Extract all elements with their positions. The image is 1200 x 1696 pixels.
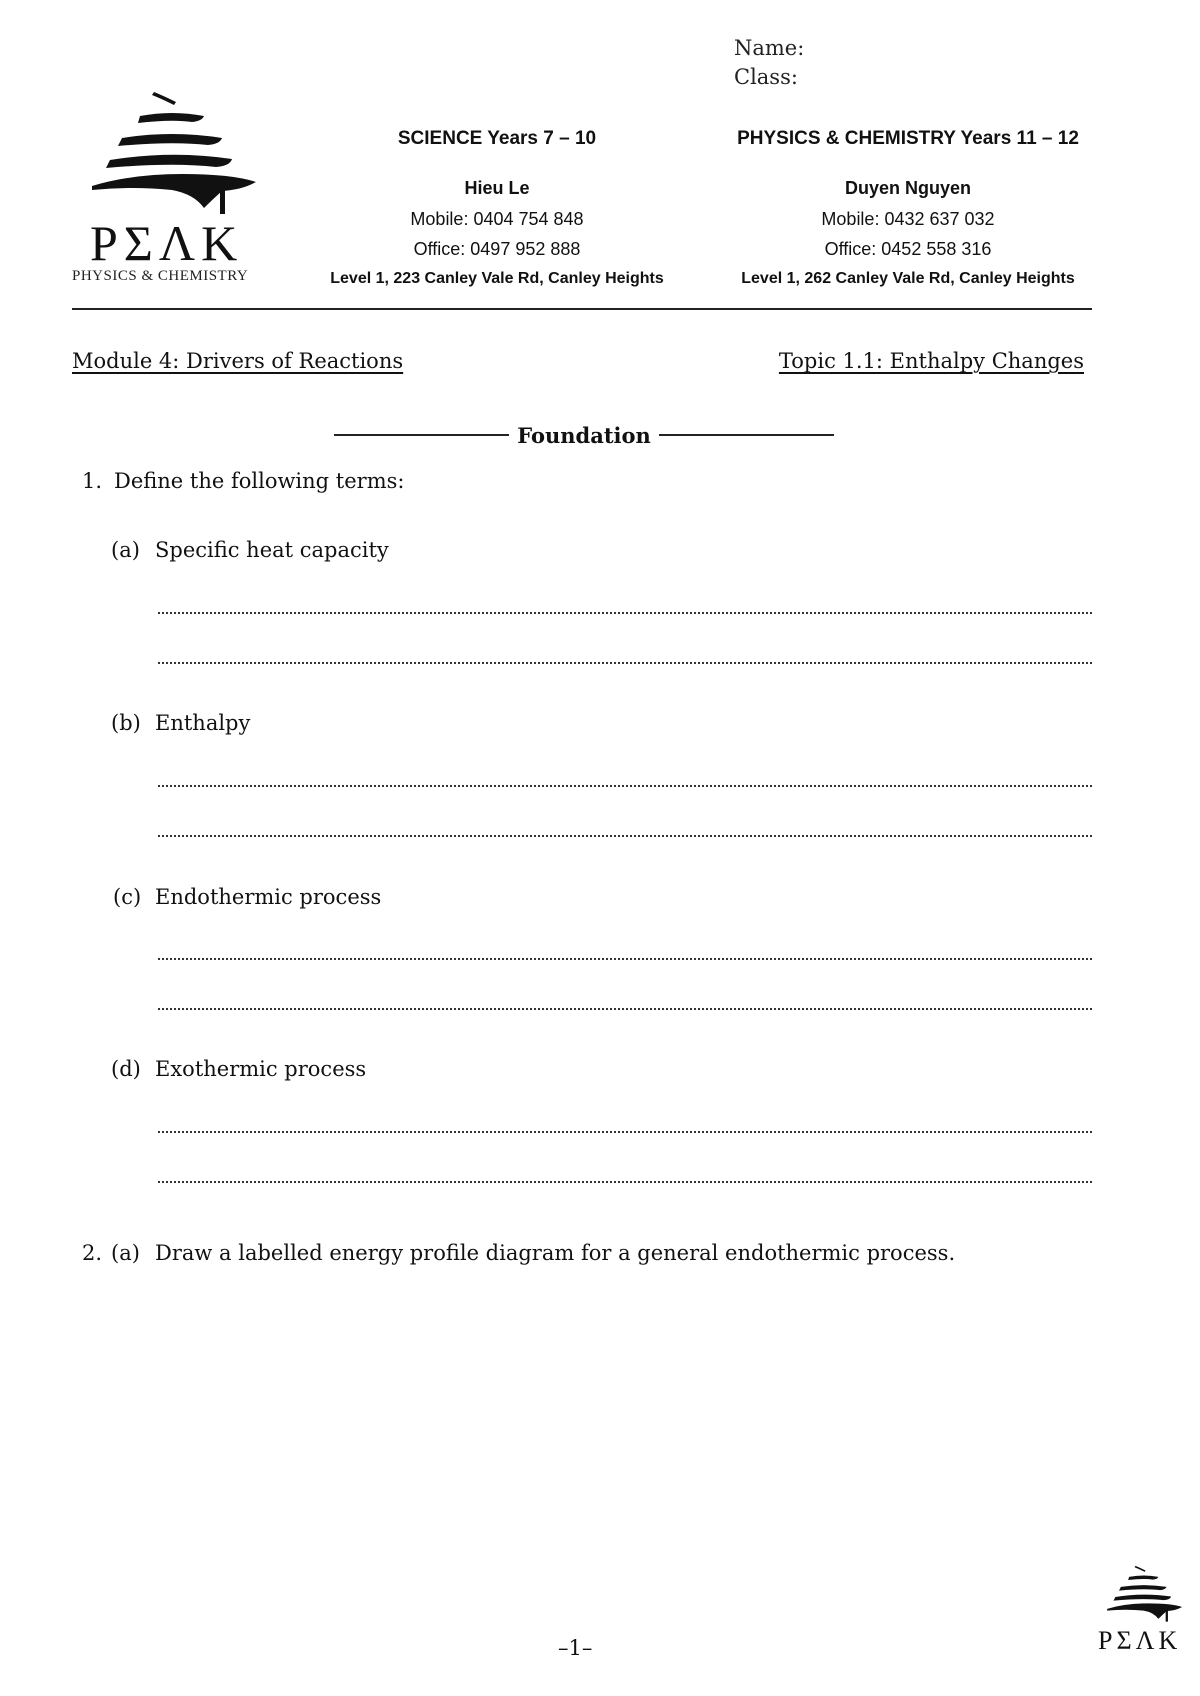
footer-logo <box>1098 1560 1194 1660</box>
answer-line-c1[interactable] <box>158 958 1092 960</box>
answer-line-d1[interactable] <box>158 1131 1092 1133</box>
footer-logo-graphic <box>1098 1560 1194 1628</box>
page-number: –1– <box>558 1636 593 1660</box>
physchem-address: Level 1, 262 Canley Vale Rd, Canley Heights <box>741 270 1075 287</box>
part-a-label: (a) <box>111 538 140 562</box>
answer-line-b1[interactable] <box>158 785 1092 787</box>
answer-line-c2[interactable] <box>158 1008 1092 1010</box>
question-1-number: 1. <box>82 469 103 493</box>
science-address: Level 1, 223 Canley Vale Rd, Canley Heights <box>330 270 664 287</box>
science-heading: SCIENCE Years 7 – 10 <box>397 128 597 149</box>
part-b-term: Enthalpy <box>155 711 251 735</box>
diagram-drawing-area[interactable] <box>72 1290 1092 1550</box>
answer-line-a2[interactable] <box>158 662 1092 664</box>
name-label: Name: <box>734 36 805 60</box>
logo-subtitle: PHYSICS & CHEMISTRY <box>72 268 249 284</box>
part-d-label: (d) <box>111 1057 141 1081</box>
peak-logo <box>72 86 282 286</box>
science-contact <box>312 124 682 294</box>
module-title: Module 4: Drivers of Reactions <box>72 349 404 373</box>
section-heading <box>334 420 834 450</box>
part-d-term: Exothermic process <box>155 1057 367 1081</box>
question-2-number: 2. <box>82 1241 103 1265</box>
part-a-term: Specific heat capacity <box>155 538 389 562</box>
class-label: Class: <box>734 65 798 89</box>
science-teacher-name: Hieu Le <box>464 178 530 198</box>
footer-logo-wordmark: PΣΛK <box>1098 1626 1182 1655</box>
physchem-heading: PHYSICS & CHEMISTRY Years 11 – 12 <box>737 128 1079 149</box>
part-c-term: Endothermic process <box>155 885 382 909</box>
part-c-label: (c) <box>113 885 142 909</box>
question-1-prompt: Define the following terms: <box>114 469 405 493</box>
physchem-office: Office: 0452 558 316 <box>824 239 992 259</box>
section-title: Foundation <box>517 422 651 448</box>
question-2-part-label: (a) <box>111 1241 140 1265</box>
physchem-teacher-name: Duyen Nguyen <box>844 178 972 198</box>
header-divider <box>72 308 1092 310</box>
logo-wordmark: PΣΛK <box>90 215 244 271</box>
section-rule-right <box>659 434 834 436</box>
physchem-mobile: Mobile: 0432 637 032 <box>821 209 995 229</box>
physchem-contact <box>722 124 1094 294</box>
question-2-prompt: Draw a labelled energy profile diagram for a general endothermic process. <box>155 1241 956 1265</box>
answer-line-b2[interactable] <box>158 835 1092 837</box>
peak-logo-graphic <box>72 86 282 221</box>
topic-title: Topic 1.1: Enthalpy Changes <box>778 349 1084 373</box>
answer-line-a1[interactable] <box>158 612 1092 614</box>
answer-line-d2[interactable] <box>158 1181 1092 1183</box>
section-rule-left <box>334 434 509 436</box>
science-mobile: Mobile: 0404 754 848 <box>410 209 584 229</box>
part-b-label: (b) <box>111 711 141 735</box>
science-office: Office: 0497 952 888 <box>413 239 581 259</box>
